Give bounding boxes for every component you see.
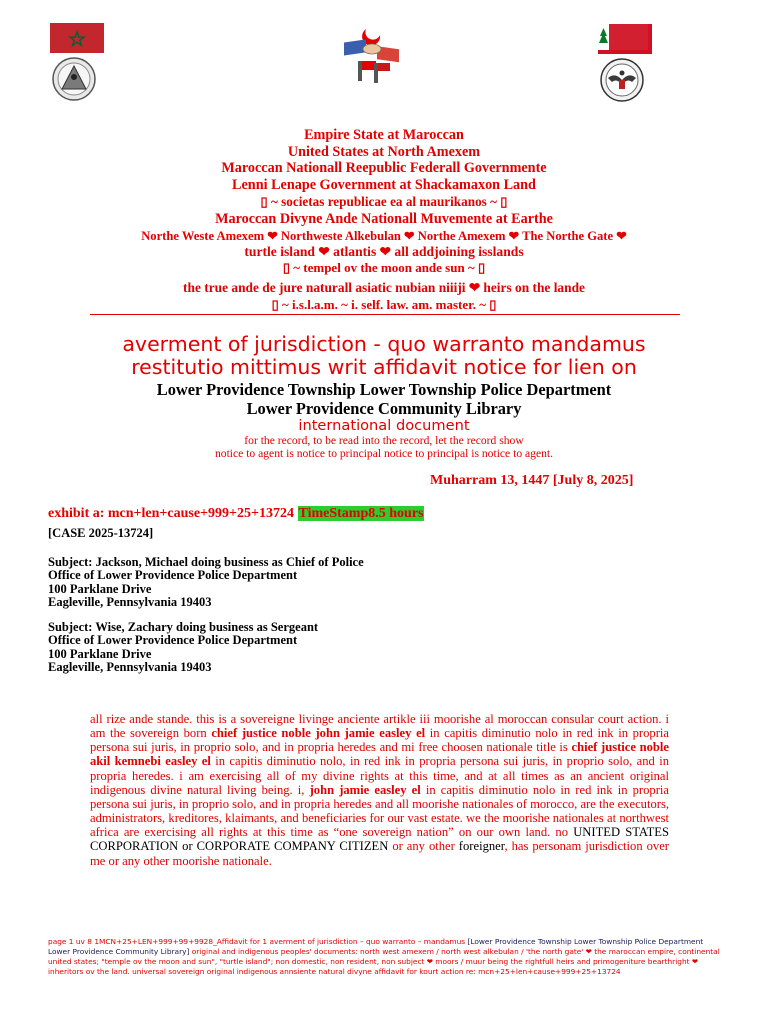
body-emphasis: chief justice noble akil kemnebi easley el (90, 740, 669, 769)
subject-block (48, 621, 318, 675)
body-text: , has personam jurisdiction over me or any other moorishe nationale. (90, 839, 669, 868)
subject-block (48, 556, 364, 610)
header-line: Maroccan Nationall Reepublic Federall Governmente (221, 160, 547, 176)
crescent-handshake-emblem-icon (340, 25, 404, 89)
header-line: Lenni Lenape Government at Shackamaxon Land (232, 177, 536, 193)
header-line: the true ande de jure naturall asiatic nubian niiiji ❤ heirs on the lande (183, 280, 585, 295)
body-emphasis: chief justice noble john jamie easley el (211, 726, 426, 741)
record-notice: notice to agent is notice to principal notice to principal is notice to agent. (214, 447, 554, 460)
body-text-black: or (178, 839, 197, 854)
body-text: in capitis diminutio nolo in red ink in propria persona sui juris, in proprio solo, and in propria heredes and all moorishe nationales of morocco, are the executors, administrators, kreditores, klaimants, and beneficiaries for our vast estate. we the moorishe nationales at northwest africa are exercising all rights at this time as “one sovereign nation” on our own land. no (90, 782, 669, 840)
subject-city: Eagleville, Pennsylvania 19403 (48, 660, 212, 675)
subject-city: Eagleville, Pennsylvania 19403 (48, 595, 212, 610)
body-text: in capitis diminutio nolo, in red ink in propria persona sui juris, in proprio solo, and in propria heredes. i am exercising all of my divine rights at this time, and at all times as an ancient original indigenous divine natural living being. i, (90, 754, 669, 797)
exhibit-line (48, 506, 424, 522)
header-line: ▯ ~ i.s.l.a.m. ~ i. self. law. am. master. ~ ▯ (271, 297, 497, 312)
header-divider (90, 314, 680, 315)
subject-name: Subject: Wise, Zachary doing business as Sergeant (48, 620, 319, 634)
page-footer (48, 937, 720, 977)
subject-street: 100 Parklane Drive (48, 581, 152, 596)
header-line: turtle island ❤ atlantis ❤ all addjoining isslands (244, 244, 524, 259)
header-line: ▯ ~ tempel ov the moon ande sun ~ ▯ (282, 260, 486, 275)
eagle-seal-icon (600, 58, 644, 102)
entity-name: Lower Providence Community Library (246, 399, 522, 418)
body-emphasis: john jamie easley el (309, 782, 421, 797)
footer-text: original and indigenous peoples' documents: north west amexem / north west alkebulan / 'the north gate' ❤ the maroccan empire, continental united states; "temple ov the moon and sun", "turtle island"; non domestic, non resident, non subject ❤ moors / muur being the rightfull heirs and primogeniture bearthright ❤ inheritors ov the land. universal sovereign original indigenous annsiente natural divyne affidavit for kourt action re: mcn+25+len+cause+999+25+13724 (48, 947, 720, 977)
header-line: Maroccan Divyne Ande Nationall Muvemente at Earthe (215, 211, 553, 227)
document-date: Muharram 13, 1447 [July 8, 2025] (430, 473, 634, 488)
body-text: or any other (388, 839, 459, 854)
entity-name: Lower Providence Township Lower Township Police Department (156, 380, 612, 399)
document-title-line: restitutio mittimus writ affidavit notice for lien on (131, 355, 637, 379)
body-text: in capitis diminutio nolo in red ink in propria persona sui juris, in proprio solo, and in propria heredes and mi free choosen nationale title is (90, 726, 669, 755)
subject-street: 100 Parklane Drive (48, 646, 152, 661)
subject-office: Office of Lower Providence Police Department (48, 633, 298, 648)
header-line: United States at North Amexem (287, 143, 481, 160)
document-type: international document (298, 417, 470, 434)
body-text-black: foreigner (458, 839, 505, 854)
subject-name: Subject: Jackson, Michael doing business as Chief of Police (48, 555, 364, 569)
record-notice: for the record, to be read into the record, let the record show (244, 434, 524, 447)
timestamp-badge: TimeStamp8.5 hours (298, 506, 424, 521)
morocco-flag-icon (50, 23, 104, 53)
body-text-black: CORPORATE COMPANY CITIZEN (196, 839, 389, 854)
document-title-line: averment of jurisdiction - quo warranto mandamus (122, 332, 646, 356)
header-line: ▯ ~ societas republicae ea al maurikanos ~ ▯ (260, 194, 508, 209)
header-line: Northe Weste Amexem ❤ Northweste Alkebulan ❤ Northe Amexem ❤ The Northe Gate ❤ (141, 229, 627, 243)
header-line: Empire State at Maroccan (304, 127, 464, 143)
footer-entity: [Lower Providence Township Lower Township Police Department Lower Providence Community Library] (48, 937, 704, 957)
body-text: all rize ande stande. this is a sovereigne livinge anciente artikle iii moorishe al moroccan consular court action. i am the sovereign born (90, 712, 669, 741)
footer-text: page 1 uv 8 1MCN+25+LEN+999+99+9928_Affidavit for 1 averment of jurisdiction – quo warranto – mandamus (48, 937, 468, 946)
exhibit-label: exhibit a: mcn+len+cause+999+25+13724 (48, 506, 294, 521)
body-paragraph (90, 712, 669, 868)
flag-with-cedar-icon (598, 24, 652, 54)
pyramid-eye-seal-icon (52, 57, 96, 101)
case-number: [CASE 2025-13724] (48, 526, 154, 540)
body-text-black: UNITED STATES CORPORATION (90, 825, 669, 854)
subject-office: Office of Lower Providence Police Department (48, 568, 298, 583)
